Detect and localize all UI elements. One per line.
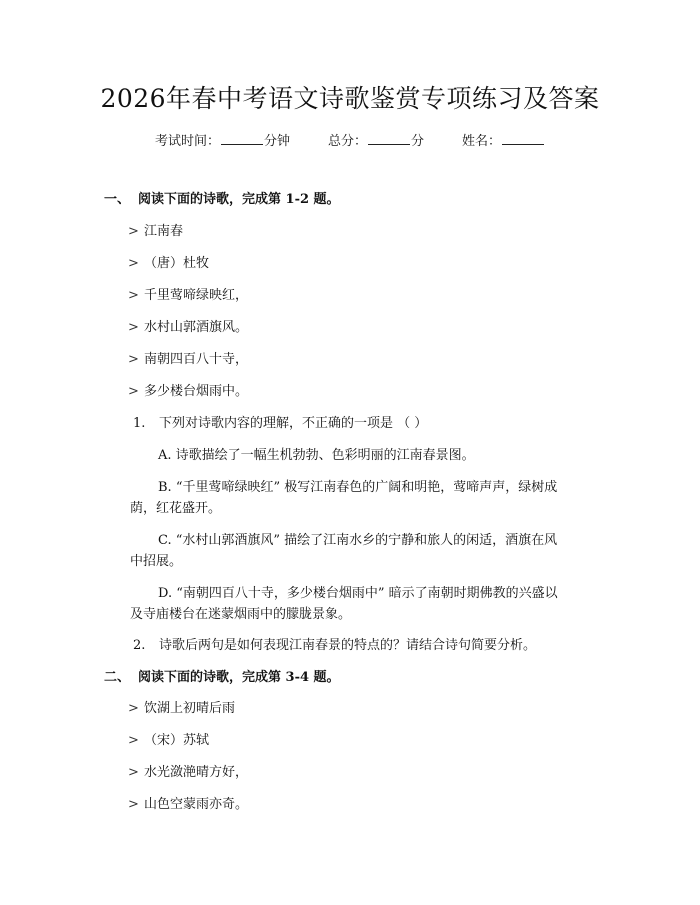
poem-line-text: 水光潋滟晴方好，: [144, 765, 249, 780]
poem-2-line-1: [128, 763, 248, 783]
poem-2-title: [128, 699, 235, 719]
question-2: [133, 636, 536, 656]
student-name-label: 姓名：: [462, 134, 502, 149]
section-1-number: 一、: [104, 192, 131, 207]
quote-marker-icon: >: [128, 352, 139, 367]
poem-1-author: [128, 254, 209, 274]
poem-line-text: 千里莺啼绿映红，: [144, 288, 249, 303]
question-1-number: 1.: [133, 416, 146, 431]
exam-time: [155, 130, 290, 152]
exam-time-label: 考试时间：: [154, 134, 220, 149]
option-b[interactable]: B. “千里莺啼绿映红” 极写江南春色的广阔和明艳，莺啼声声，绿树成: [158, 480, 558, 495]
question-1: [133, 414, 427, 434]
option-c[interactable]: C. “水村山郭酒旗风” 描绘了江南水乡的宁静和旅人的闲适，酒旗在风: [158, 533, 558, 548]
quote-marker-icon: >: [128, 256, 139, 271]
quote-marker-icon: >: [128, 765, 139, 780]
quote-marker-icon: >: [128, 733, 139, 748]
section-2-number: 二、: [104, 670, 131, 685]
quote-marker-icon: >: [128, 288, 139, 303]
poem-1-line-4: [128, 382, 248, 402]
section-2-heading: [104, 668, 340, 688]
option-b-continued: 荫，红花盛开。: [130, 501, 222, 516]
section-2-instruction: 阅读下面的诗歌，完成第 3-4 题。: [138, 670, 340, 685]
student-name-blank[interactable]: [502, 130, 544, 145]
poem-line-text: 水村山郭酒旗风。: [144, 320, 249, 335]
poem-2-author: [128, 731, 209, 751]
student-name: [462, 130, 545, 152]
question-1-text: 下列对诗歌内容的理解，不正确的一项是 （ ）: [159, 416, 428, 431]
exam-time-blank[interactable]: [221, 130, 263, 145]
poem-1-line-1: [128, 286, 248, 306]
poem-line-text: （宋）苏轼: [144, 733, 210, 748]
option-d[interactable]: D. “南朝四百八十寺，多少楼台烟雨中” 暗示了南朝时期佛教的兴盛以: [158, 586, 558, 601]
poem-2-line-2: [128, 795, 248, 815]
section-1-instruction: 阅读下面的诗歌，完成第 1-2 题。: [138, 192, 340, 207]
quote-marker-icon: >: [128, 384, 139, 399]
exam-time-unit: 分钟: [263, 134, 290, 149]
quote-marker-icon: >: [128, 797, 139, 812]
question-2-number: 2.: [133, 638, 146, 653]
exam-score-unit: 分: [411, 134, 425, 149]
poem-1-line-2: [128, 318, 248, 338]
quote-marker-icon: >: [128, 320, 139, 335]
option-a[interactable]: A. 诗歌描绘了一幅生机勃勃、色彩明丽的江南春景图。: [158, 448, 475, 463]
poem-1-title: [128, 222, 183, 242]
poem-line-text: 南朝四百八十寺，: [144, 352, 249, 367]
quote-marker-icon: >: [128, 224, 139, 239]
poem-line-text: 多少楼台烟雨中。: [144, 384, 249, 399]
section-1-heading: [104, 190, 340, 210]
poem-line-text: （唐）杜牧: [144, 256, 210, 271]
question-2-text: 诗歌后两句是如何表现江南春景的特点的？请结合诗句简要分析。: [159, 638, 537, 653]
exam-score: [328, 130, 424, 152]
poem-line-text: 江南春: [144, 224, 184, 239]
poem-line-text: 山色空蒙雨亦奇。: [144, 797, 249, 812]
option-c-continued: 中招展。: [130, 554, 183, 569]
poem-1-line-3: [128, 350, 248, 370]
exam-score-label: 总分：: [327, 134, 367, 149]
poem-line-text: 饮湖上初晴后雨: [144, 701, 236, 716]
option-d-continued: 及寺庙楼台在迷蒙烟雨中的朦胧景象。: [130, 607, 352, 622]
exam-meta: [0, 130, 700, 152]
page-title: 2026年春中考语文诗歌鉴赏专项练习及答案: [100, 84, 600, 113]
exam-score-blank[interactable]: [368, 130, 410, 145]
quote-marker-icon: >: [128, 701, 139, 716]
